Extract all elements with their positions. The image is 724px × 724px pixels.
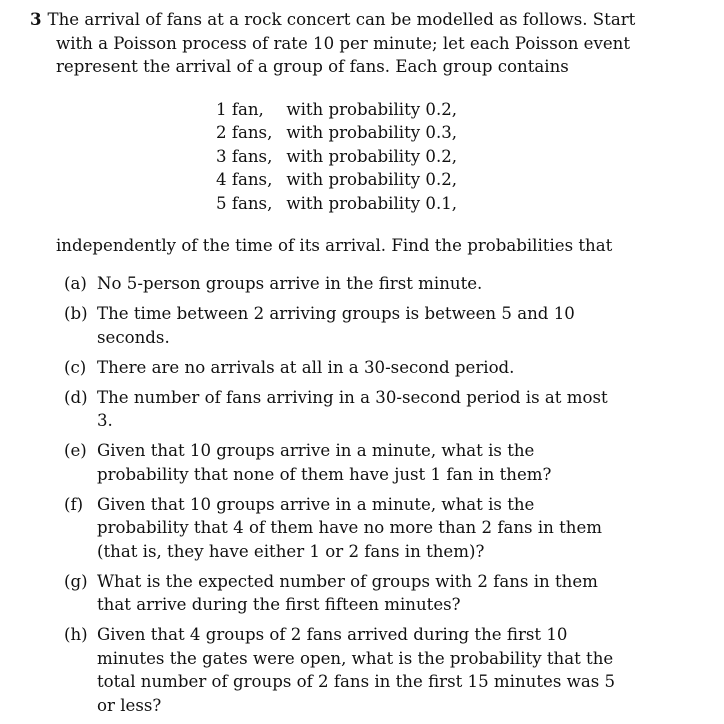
group-probability: with probability 0.2,	[286, 100, 458, 119]
group-size: 5 fans,	[216, 193, 273, 213]
question-part-c	[64, 356, 624, 380]
question-part-h	[64, 623, 624, 717]
part-label: (f)	[64, 494, 84, 514]
part-text: The number of fans arriving in a 30-second period is at most 3.	[97, 387, 608, 430]
part-text: What is the expected number of groups with 2 fans in them that arrive during the first fifteen minutes?	[97, 571, 598, 614]
intro-line: represent the arrival of a group of fans. Each group contains	[56, 57, 569, 76]
question-part-e	[64, 439, 624, 486]
part-label: (c)	[64, 357, 87, 377]
group-probability: with probability 0.2,	[286, 146, 458, 166]
group-size: 1 fan,	[216, 100, 264, 119]
group-size: 2 fans,	[216, 123, 273, 143]
question-part-g	[64, 570, 624, 617]
question-part-a	[64, 272, 624, 296]
part-label: (a)	[64, 274, 87, 293]
group-probability: with probability 0.1,	[286, 193, 458, 213]
part-label: (e)	[64, 441, 87, 460]
intro-line	[30, 8, 636, 32]
part-text: The time between 2 arriving groups is between 5 and 10 seconds.	[97, 304, 575, 347]
part-label: (b)	[64, 304, 88, 323]
question-part-d	[64, 386, 624, 433]
group-size: 4 fans,	[216, 170, 273, 190]
instruction-text: independently of the time of its arrival. Find the probabilities that	[56, 236, 613, 255]
distribution-row	[216, 98, 457, 121]
problem-number: 3	[30, 9, 42, 29]
group-probability: with probability 0.3,	[286, 123, 458, 143]
intro-line: with a Poisson process of rate 10 per minute; let each Poisson event	[56, 33, 631, 53]
intro-text: The arrival of fans at a rock concert can be modelled as follows. Start	[47, 10, 636, 29]
group-size: 3 fans,	[216, 146, 273, 166]
distribution-row	[216, 168, 457, 191]
distribution-row	[216, 145, 457, 168]
group-probability: with probability 0.2,	[286, 170, 458, 190]
part-text: Given that 4 groups of 2 fans arrived during the first 10 minutes the gates were open, what is the probability that the total number of groups of 2 fans in the first 15 minutes was 5 or less?	[97, 625, 616, 715]
problem-intro	[30, 8, 636, 79]
distribution-row	[216, 192, 457, 215]
part-label: (g)	[64, 571, 88, 591]
question-part-b	[64, 302, 624, 349]
part-label: (d)	[64, 387, 88, 407]
part-text: There are no arrivals at all in a 30-second period.	[97, 357, 515, 377]
part-text: No 5-person groups arrive in the first minute.	[97, 274, 483, 293]
part-text: Given that 10 groups arrive in a minute, what is the probability that none of them have just 1 fan in them?	[97, 441, 552, 484]
part-label: (h)	[64, 625, 88, 644]
question-parts	[64, 272, 624, 724]
question-part-f	[64, 493, 624, 564]
part-text: Given that 10 groups arrive in a minute, what is the probability that 4 of them have no more than 2 fans in them (that is, they have either 1 or 2 fans in them)?	[97, 494, 603, 561]
group-size-distribution	[216, 98, 457, 215]
distribution-row	[216, 121, 457, 144]
